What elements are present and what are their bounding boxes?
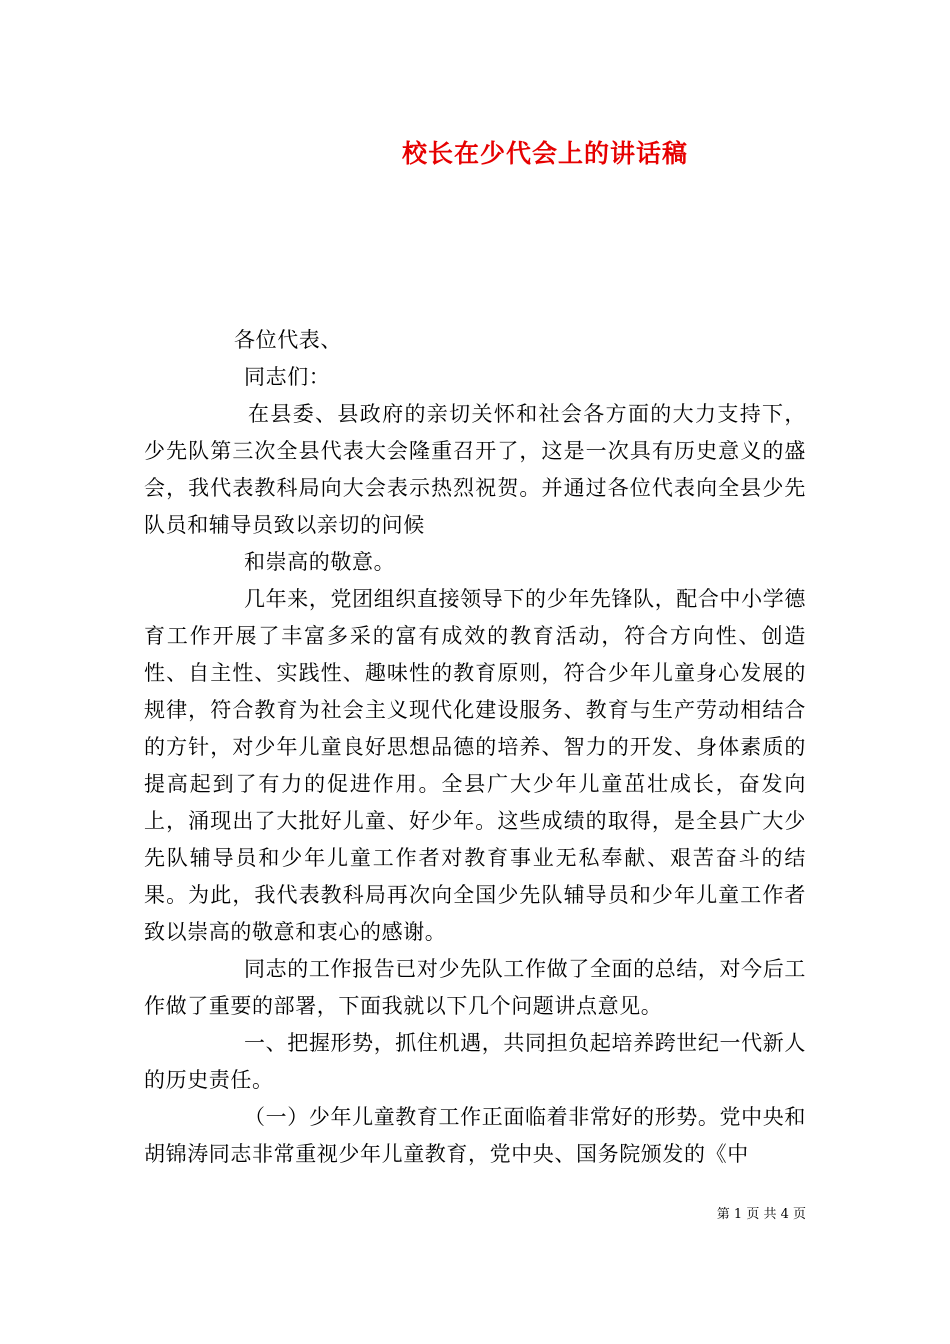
paragraph-subsection-one: （一）少年儿童教育工作正面临着非常好的形势。党中央和胡锦涛同志非常重视少年儿童教育，党中央、国务院颁发的《中 <box>144 1105 806 1166</box>
paragraph-respect: 和崇高的敬意。 <box>244 550 396 574</box>
paragraph-opening: 在县委、县政府的亲切关怀和社会各方面的大力支持下，少先队第三次全县代表大会隆重召开了，这是一次具有历史意义的盛会，我代表教科局向大会表示热烈祝贺。并通过各位代表向全县少先队员和辅导员致以亲切的问候 <box>144 402 806 537</box>
paragraph-section-one: 一、把握形势，抓住机遇，共同担负起培养跨世纪一代新人的历史责任。 <box>144 1031 806 1092</box>
paragraph-achievements: 几年来，党团组织直接领导下的少年先锋队，配合中小学德育工作开展了丰富多采的富有成效的教育活动，符合方向性、创造性、自主性、实践性、趣味性的教育原则，符合少年儿童身心发展的规律，符合教育为社会主义现代化建设服务、教育与生产劳动相结合的方针，对少年儿童良好思想品德的培养、智力的开发、身体素质的提高起到了有力的促进作用。全县广大少年儿童茁壮成长，奋发向上，涌现出了大批好儿童、好少年。这些成绩的取得，是全县广大少先队辅导员和少年儿童工作者对教育事业无私奉献、艰苦奋斗的结果。为此，我代表教科局再次向全国少先队辅导员和少年儿童工作者致以崇高的敬意和衷心的感谢。 <box>144 587 806 944</box>
document-body <box>144 322 806 1173</box>
paragraph-report: 同志的工作报告已对少先队工作做了全面的总结，对今后工作做了重要的部署，下面我就以下几个问题讲点意见。 <box>144 957 806 1018</box>
page-number: 第 1 页 共 4 页 <box>716 1207 806 1222</box>
document-title: 校长在少代会上的讲话稿 <box>401 139 688 168</box>
salutation-representatives: 各位代表、 <box>234 328 342 352</box>
salutation-comrades: 同志们： <box>244 365 331 389</box>
